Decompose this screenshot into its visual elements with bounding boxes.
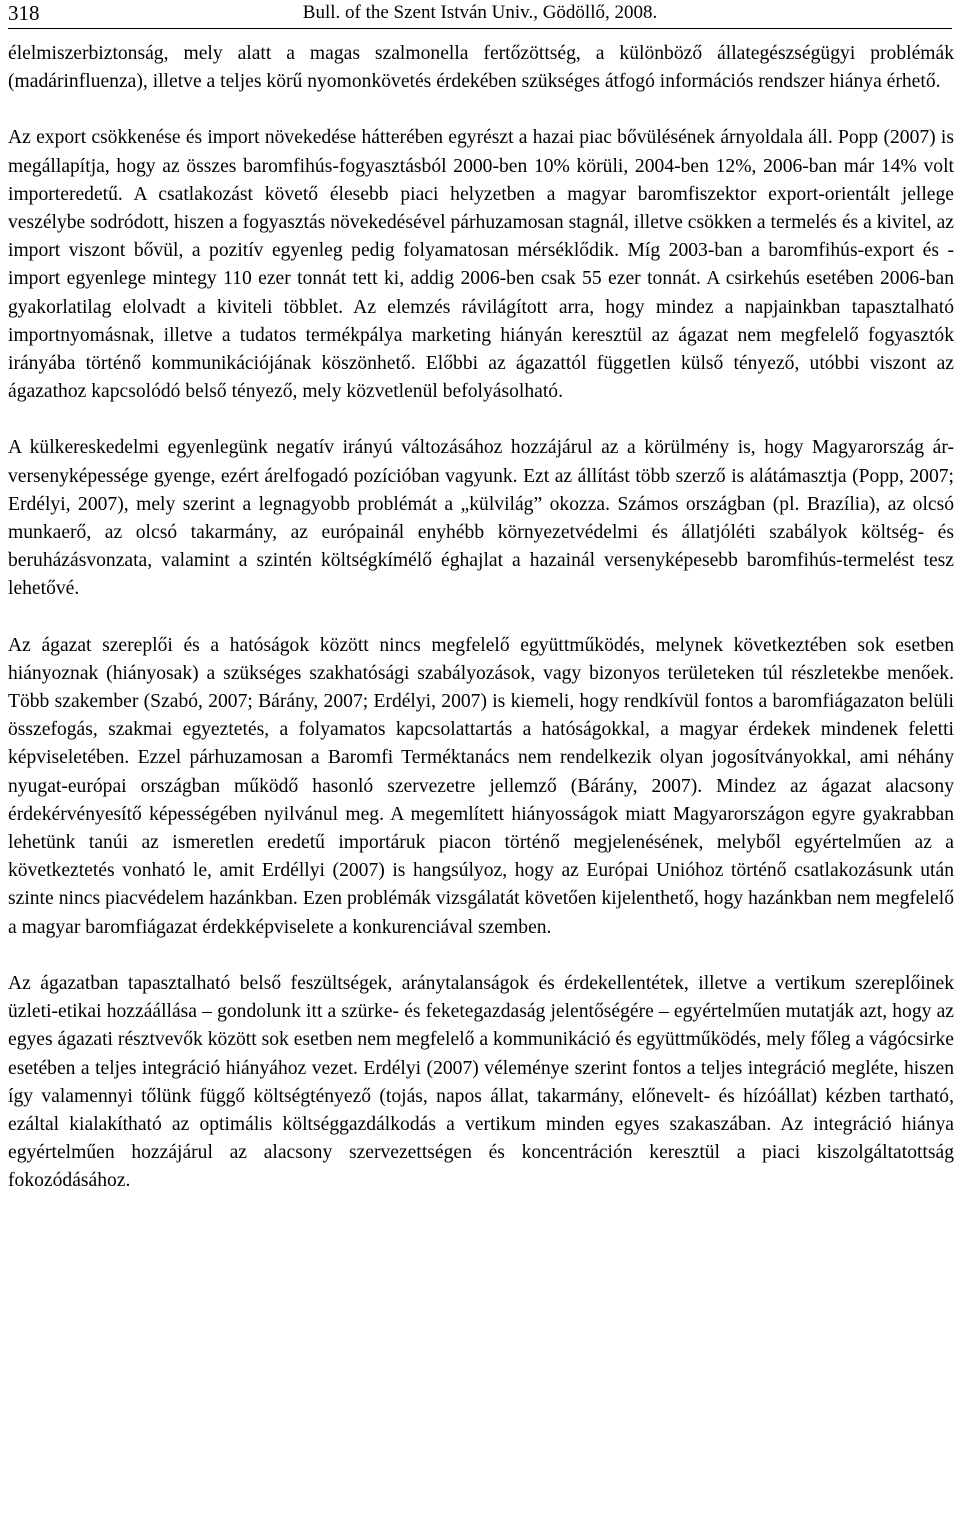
paragraph-1: élelmiszerbiztonság, mely alatt a magas szalmonella fertőzöttség, a különböző állategészségügyi problémák (madárinfluenza), illetve a teljes körű nyomonkövetés érdekében szükséges átfogó információs rendszer hiánya érhető. [8, 43, 954, 93]
paragraph-4: Az ágazat szereplői és a hatóságok között nincs megfelelő együttműködés, melynek következtében sok esetben hiányoznak (hiányosak) a szükséges szakhatósági szabályozások, vagy bizonyos területeken túl részletekbe menőek. Több szakember (Szabó, 2007; Bárány, 2007; Erdélyi, 2007) is kiemeli, hogy rendkívül fontos a baromfiágazaton belüli összefogás, szakmai egyeztetés, a folyamatos kapcsolattartás a hatóságokkal, a magyar érdekek mindenek feletti képviseletében. Ezzel párhuzamosan a Baromfi Terméktanács nem rendelkezik olyan jogosítványokkal, ami néhány nyugat-európai országban működő hasonló szervezetre jellemző (Bárány, 2007). Mindez az ágazat alacsony érdekérvényesítő képességében nyilvánul meg. A megemlített hiányosságok miatt Magyarországon egyre gyakrabban lehetünk tanúi az ismeretlen eredetű importáruk piacon történő megjelenésének, melyből egyértelműen az a következtetés vonható le, amit Erdéllyi (2007) is hangsúlyoz, hogy az Európai Unióhoz történő csatlakozásunk után szinte nincs piacvédelem hazánkban. Ezen problémák vizsgálatát követően kijelenthető, hogy hazánkban nem megfelelő a magyar baromfiágazat érdekképviselete a konkurenciával szemben. [8, 634, 954, 938]
paragraph-3: A külkereskedelmi egyenlegünk negatív irányú változásához hozzájárul az a körülmény is, hogy Magyarország ár-versenyképessége gyenge, ezért árelfogadó pozícióban vagyunk. Ezt az állítást több szerző is alátámasztja (Popp, 2007; Erdélyi, 2007), mely szerint a legnagyobb problémát a „külvilág” okozza. Számos országban (pl. Brazília), az olcsó munkaerő, az olcsó takarmány, az európainál enyhébb környezetvédelmi és állatjóléti szabályok költség- és beruházásvonzata, valamint a szintén költségkímélő éghajlat a hazainál versenyképesebb baromfihús-termelést tesz lehetővé. [8, 437, 954, 600]
running-title: Bull. of the Szent István Univ., Gödöllő, 2008. [302, 2, 658, 23]
body-text [8, 40, 954, 1196]
header-rule [8, 28, 952, 29]
paragraph-5: Az ágazatban tapasztalható belső feszültségek, aránytalanságok és érdekellentétek, illetve a vertikum szereplőinek üzleti-etikai hozzáállása – gondolunk itt a szürke- és feketegazdaság jelentőségére – egyértelműen mutatják azt, hogy az egyes ágazati résztvevők között sok esetben nem megfelelő a kommunikáció és együttműködés, mely főleg a vágócsirke esetében a teljes integráció hiányához vezet. Erdélyi (2007) véleménye szerint fontos a teljes integráció megléte, hiszen így valamennyi tőlünk függő költségtényező (tojás, napos állat, takarmány, előnevelt- és hízóállat) kézben tartható, ezáltal kialakítható az optimális költséggazdálkodás a vertikum minden egyes szakaszában. Az integráció hiánya egyértelműen hozzájárul az alacsony szervezettségen és koncentráción keresztül a piaci kiszolgáltatottság fokozódásához. [8, 972, 954, 1192]
paragraph-2: Az export csökkenése és import növekedése hátterében egyrészt a hazai piac bővülésének árnyoldala áll. Popp (2007) is megállapítja, hogy az összes baromfihús-fogyasztásból 2000-ben 10% körüli, 2004-ben 12%, 2006-ban már 14% volt importeredetű. A csatlakozást követő élesebb piaci helyzetben a magyar baromfiszektor export-orientált jellege veszélybe sodródott, hiszen a fogyasztás növekedésével párhuzamosan stagnál, illetve csökken a termelés és a kivitel, az import viszont bővül, a pozitív egyenleg pedig folyamatosan mérséklődik. Míg 2003-ban a baromfihús-export és -import egyenlege mintegy 110 ezer tonnát tett ki, addig 2006-ben csak 55 ezer tonnát. A csirkehús esetében 2006-ban gyakorlatilag elolvadt a kiviteli többlet. Az elemzés rávilágított arra, hogy mindez a napjainkban tapasztalható importnyomásnak, illetve a tudatos termékpálya marketing hiányán keresztül az ágazat nem megfelelő fogyasztók irányába történő kommunikációjának köszönhető. Előbbi az ágazattól független külső tényező, utóbbi viszont az ágazathoz kapcsolódó belső tényező, mely közvetlenül befolyásolható. [8, 127, 954, 403]
page-header [8, 0, 952, 30]
page-number: 318 [8, 1, 40, 25]
